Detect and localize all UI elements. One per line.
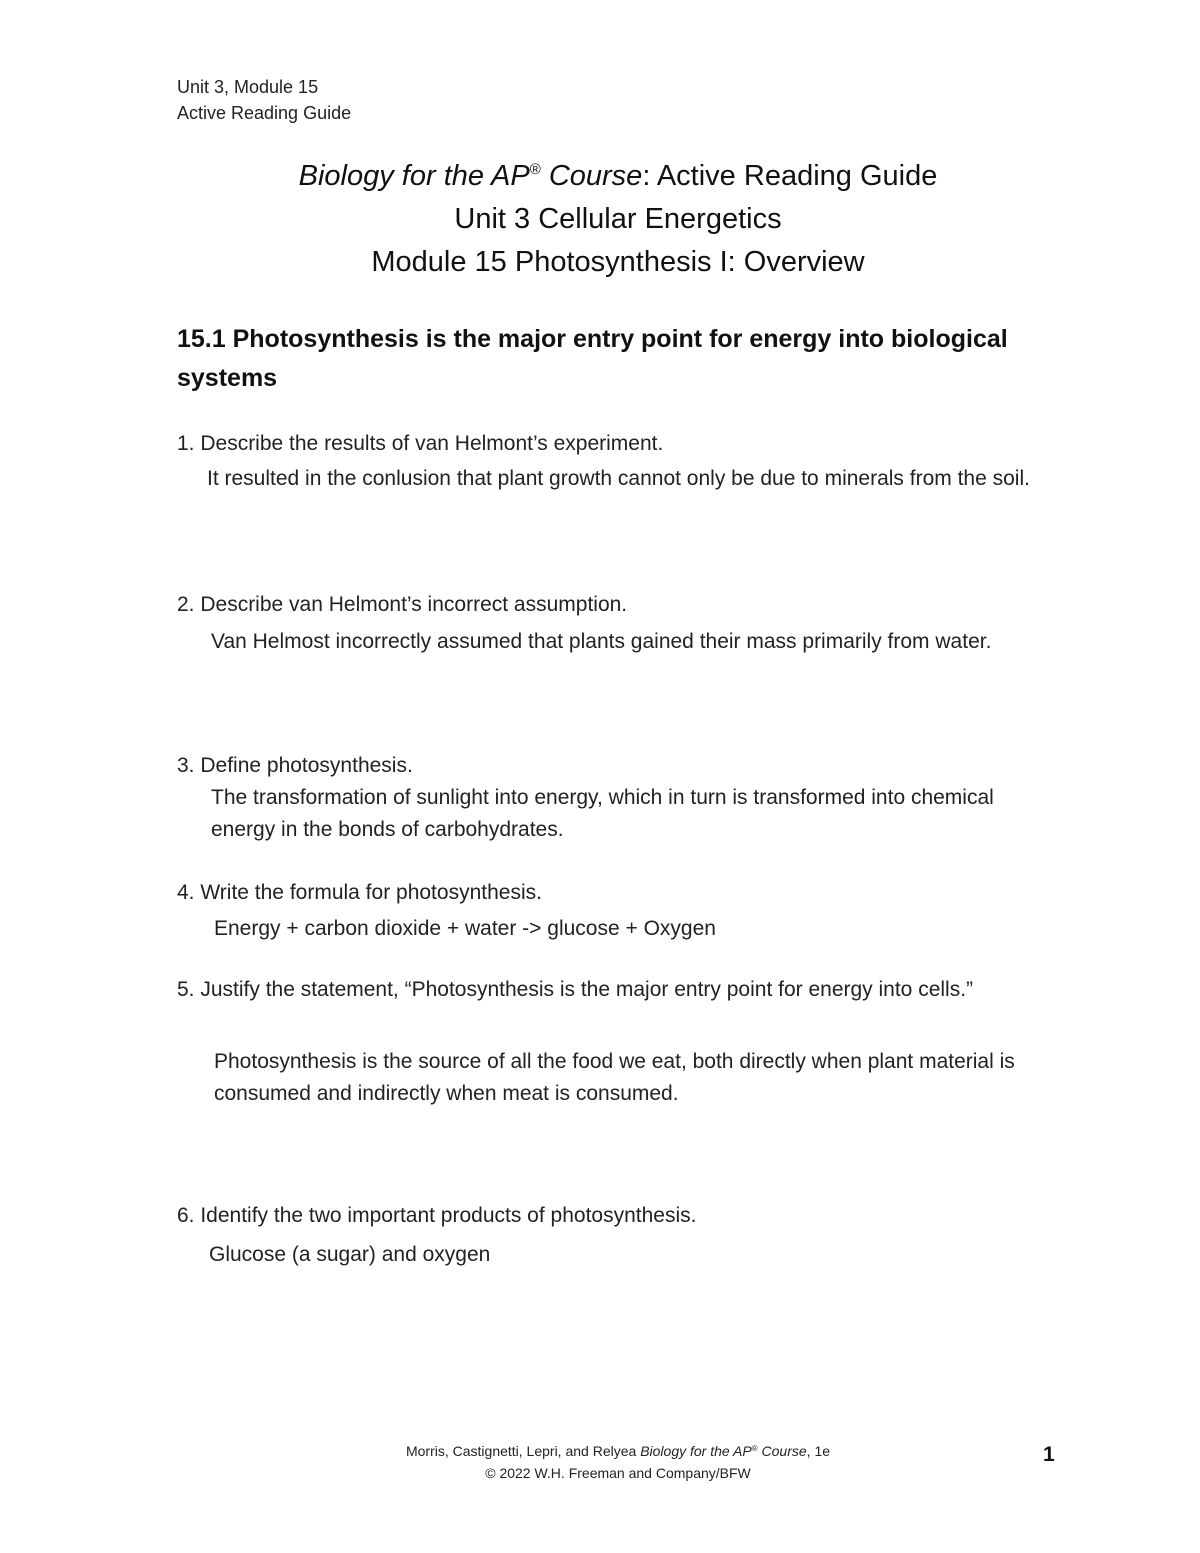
title-line-1	[0, 155, 1200, 198]
answer-6: Glucose (a sugar) and oxygen	[209, 1243, 491, 1266]
header-guide-name: Active Reading Guide	[177, 103, 352, 123]
guide-label: : Active Reading Guide	[642, 160, 938, 192]
question-5: 5. Justify the statement, “Photosynthesis is the major entry point for energy into cells.”	[177, 978, 974, 1001]
question-1: 1. Describe the results of van Helmont’s experiment.	[177, 432, 664, 455]
question-4: 4. Write the formula for photosynthesis.	[177, 881, 542, 904]
registered-mark: ®	[529, 161, 541, 178]
title-line-2: Unit 3 Cellular Energetics	[454, 203, 782, 235]
page-number: 1	[1043, 1443, 1055, 1466]
footer-registered-mark: ®	[751, 1444, 758, 1453]
footer-edition: , 1e	[806, 1443, 831, 1459]
answer-4: Energy + carbon dioxide + water -> glucose + Oxygen	[214, 917, 716, 940]
question-2: 2. Describe van Helmont’s incorrect assumption.	[177, 593, 628, 616]
answer-5: Photosynthesis is the source of all the food we eat, both directly when plant material is consumed and indirectly when meat is consumed.	[214, 1050, 1015, 1105]
footer-book-title: Biology for the AP	[640, 1443, 752, 1459]
document-title	[0, 155, 1200, 284]
question-3: 3. Define photosynthesis.	[177, 754, 413, 777]
answer-1: It resulted in the conlusion that plant growth cannot only be due to minerals from the soil.	[207, 467, 1030, 490]
course-word: Course	[548, 160, 643, 192]
footer-course-word: Course	[761, 1443, 807, 1459]
footer-authors: Morris, Castignetti, Lepri, and Relyea	[405, 1443, 641, 1459]
question-6: 6. Identify the two important products of photosynthesis.	[177, 1204, 697, 1227]
book-title: Biology for the AP	[298, 160, 530, 192]
section-heading: 15.1 Photosynthesis is the major entry point for energy into biological systems	[177, 325, 1008, 392]
answer-3: The transformation of sunlight into energy, which in turn is transformed into chemical energy in the bonds of carbohydrates.	[211, 786, 994, 841]
footer-citation	[0, 1440, 1200, 1484]
header-unit-module: Unit 3, Module 15	[177, 77, 319, 97]
running-header	[177, 74, 351, 126]
footer-line-1	[0, 1440, 1200, 1462]
answer-2: Van Helmost incorrectly assumed that plants gained their mass primarily from water.	[211, 630, 992, 653]
footer-copyright: © 2022 W.H. Freeman and Company/BFW	[485, 1465, 751, 1481]
title-line-3: Module 15 Photosynthesis I: Overview	[371, 246, 865, 278]
